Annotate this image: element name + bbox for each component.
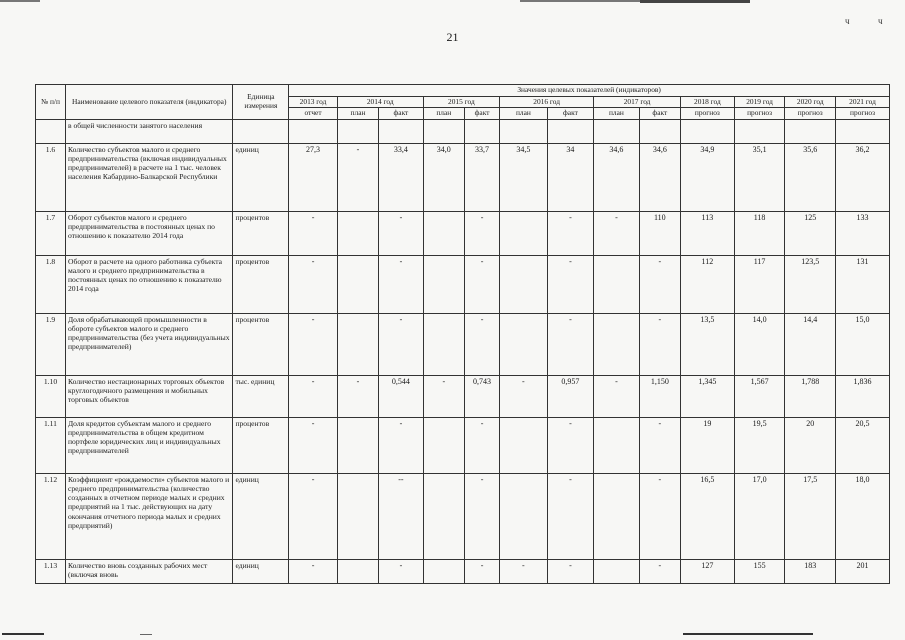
value-cell <box>500 119 548 143</box>
value-cell <box>423 313 464 375</box>
scan-edge-mark <box>2 633 44 635</box>
value-cell: - <box>379 417 423 473</box>
value-cell: 201 <box>836 559 890 583</box>
value-cell: 183 <box>785 559 836 583</box>
page-number: 21 <box>446 30 459 44</box>
value-cell: - <box>464 473 499 559</box>
value-cell: - <box>594 211 639 255</box>
scan-edge-mark <box>0 0 40 2</box>
value-cell: 118 <box>734 211 785 255</box>
indicator-name: Количество нестационарных торговых объектов круглогодичного размещения и мобильных торговых объектов <box>65 375 232 417</box>
value-cell: - <box>379 313 423 375</box>
value-cell: 14,4 <box>785 313 836 375</box>
value-cell <box>785 119 836 143</box>
header-year: 2018 год <box>681 96 735 108</box>
value-cell <box>681 119 735 143</box>
value-cell: 34,9 <box>681 143 735 211</box>
value-cell: 0,957 <box>547 375 594 417</box>
value-cell: - <box>639 255 680 313</box>
corner-mark: ч <box>878 16 883 26</box>
value-cell: - <box>423 375 464 417</box>
header-name: Наименование целевого показателя (индикатора) <box>65 85 232 120</box>
value-cell <box>639 119 680 143</box>
value-cell: 1,836 <box>836 375 890 417</box>
indicator-name: Оборот субъектов малого и среднего предпринимательства в постоянных ценах по отношению к показателю 2014 года <box>65 211 232 255</box>
value-cell <box>836 119 890 143</box>
value-cell: 17,0 <box>734 473 785 559</box>
value-cell: 1,567 <box>734 375 785 417</box>
value-cell: 125 <box>785 211 836 255</box>
value-cell: 117 <box>734 255 785 313</box>
table-row <box>36 313 890 375</box>
value-cell <box>423 255 464 313</box>
header-sub: факт <box>379 108 423 120</box>
table-row <box>36 143 890 211</box>
header-values: Значения целевых показателей (индикаторов) <box>289 85 890 97</box>
value-cell: - <box>639 313 680 375</box>
indicator-name: Оборот в расчете на одного работника субъекта малого и среднего предпринимательства в постоянных ценах по отношению к показателю 2014 года <box>65 255 232 313</box>
value-cell: 17,5 <box>785 473 836 559</box>
value-cell: - <box>289 559 338 583</box>
value-cell <box>547 119 594 143</box>
value-cell <box>464 119 499 143</box>
value-cell: 35,6 <box>785 143 836 211</box>
table-row <box>36 211 890 255</box>
indicator-name: Доля обрабатывающей промышленности в обороте субъектов малого и среднего предпринимательства (без учета индивидуальных предпринимателей) <box>65 313 232 375</box>
scan-edge-mark <box>683 633 813 635</box>
indicator-name: в общей численности занятого населения <box>65 119 232 143</box>
value-cell: 15,0 <box>836 313 890 375</box>
value-cell <box>594 559 639 583</box>
value-cell: 0,544 <box>379 375 423 417</box>
value-cell <box>423 559 464 583</box>
value-cell <box>423 119 464 143</box>
row-number: 1.12 <box>36 473 66 559</box>
value-cell: - <box>547 313 594 375</box>
value-cell: - <box>639 417 680 473</box>
value-cell: - <box>464 559 499 583</box>
value-cell <box>337 119 378 143</box>
indicator-name: Количество вновь созданных рабочих мест (включая вновь <box>65 559 232 583</box>
value-cell: - <box>289 375 338 417</box>
value-cell: 18,0 <box>836 473 890 559</box>
value-cell: - <box>547 211 594 255</box>
unit-cell: процентов <box>233 211 289 255</box>
value-cell <box>337 255 378 313</box>
value-cell: 123,5 <box>785 255 836 313</box>
row-number: 1.10 <box>36 375 66 417</box>
value-cell <box>379 119 423 143</box>
value-cell: - <box>337 143 378 211</box>
value-cell: - <box>594 375 639 417</box>
unit-cell: процентов <box>233 255 289 313</box>
value-cell: - <box>500 375 548 417</box>
value-cell: - <box>289 473 338 559</box>
indicator-name: Доля кредитов субъектам малого и среднего предпринимательства в общем кредитном портфеле юридических лиц и индивидуальных предпринимателей <box>65 417 232 473</box>
value-cell: - <box>379 255 423 313</box>
value-cell <box>337 559 378 583</box>
header-year: 2016 год <box>500 96 594 108</box>
value-cell: 35,1 <box>734 143 785 211</box>
value-cell: 33,7 <box>464 143 499 211</box>
indicator-name: Коэффициент «рождаемости» субъектов малого и среднего предпринимательства (количество созданных в отчетном периоде малых и средних предприятий на 1 тыс. действующих на дату окончания отчетного периода малых и средних предприятий) <box>65 473 232 559</box>
header-sub: прогноз <box>681 108 735 120</box>
value-cell: - <box>464 417 499 473</box>
value-cell: 34,6 <box>594 143 639 211</box>
header-year: 2020 год <box>785 96 836 108</box>
header-year: 2014 год <box>337 96 423 108</box>
value-cell: 112 <box>681 255 735 313</box>
value-cell: -- <box>379 473 423 559</box>
value-cell: 110 <box>639 211 680 255</box>
value-cell <box>500 473 548 559</box>
value-cell: 34 <box>547 143 594 211</box>
header-year: 2019 год <box>734 96 785 108</box>
header-sub: прогноз <box>836 108 890 120</box>
header-sub: факт <box>547 108 594 120</box>
value-cell: 155 <box>734 559 785 583</box>
value-cell: 36,2 <box>836 143 890 211</box>
table-row <box>36 559 890 583</box>
unit-cell <box>233 119 289 143</box>
value-cell: - <box>500 559 548 583</box>
value-cell: - <box>547 255 594 313</box>
value-cell <box>594 473 639 559</box>
value-cell: 34,0 <box>423 143 464 211</box>
header-sub: план <box>337 108 378 120</box>
unit-cell: единиц <box>233 473 289 559</box>
value-cell: - <box>547 559 594 583</box>
header-sub: факт <box>464 108 499 120</box>
header-year: 2017 год <box>594 96 681 108</box>
value-cell: - <box>289 211 338 255</box>
value-cell: 1,788 <box>785 375 836 417</box>
value-cell <box>423 417 464 473</box>
scan-edge-mark <box>140 634 152 635</box>
header-unit: Единица измерения <box>233 85 289 120</box>
table-row <box>36 119 890 143</box>
value-cell: 34,6 <box>639 143 680 211</box>
value-cell: - <box>547 417 594 473</box>
value-cell: 19 <box>681 417 735 473</box>
header-sub: факт <box>639 108 680 120</box>
value-cell <box>423 473 464 559</box>
table-row <box>36 375 890 417</box>
value-cell: - <box>337 375 378 417</box>
value-cell: 16,5 <box>681 473 735 559</box>
value-cell <box>594 255 639 313</box>
row-number: 1.6 <box>36 143 66 211</box>
indicator-name: Количество субъектов малого и среднего предпринимательства (включая индивидуальных предпринимателей) в расчете на 1 тыс. человек населения Кабардино-Балкарской Республики <box>65 143 232 211</box>
table-row <box>36 473 890 559</box>
value-cell: - <box>639 559 680 583</box>
row-number: 1.11 <box>36 417 66 473</box>
header-year: 2015 год <box>423 96 499 108</box>
value-cell <box>500 211 548 255</box>
row-number: 1.7 <box>36 211 66 255</box>
value-cell: - <box>289 417 338 473</box>
value-cell: - <box>289 255 338 313</box>
unit-cell: тыс. единиц <box>233 375 289 417</box>
header-year: 2013 год <box>289 96 338 108</box>
value-cell: 133 <box>836 211 890 255</box>
unit-cell: единиц <box>233 143 289 211</box>
header-sub: прогноз <box>734 108 785 120</box>
value-cell <box>500 255 548 313</box>
header-no: № п/п <box>36 85 66 120</box>
value-cell: 127 <box>681 559 735 583</box>
value-cell <box>337 417 378 473</box>
row-number <box>36 119 66 143</box>
value-cell: - <box>464 211 499 255</box>
value-cell: 113 <box>681 211 735 255</box>
header-sub: план <box>423 108 464 120</box>
value-cell <box>500 313 548 375</box>
value-cell: 27,3 <box>289 143 338 211</box>
value-cell: 33,4 <box>379 143 423 211</box>
unit-cell: процентов <box>233 417 289 473</box>
value-cell <box>337 473 378 559</box>
row-number: 1.13 <box>36 559 66 583</box>
indicators-table <box>35 84 890 584</box>
value-cell: 0,743 <box>464 375 499 417</box>
table-row <box>36 417 890 473</box>
value-cell <box>337 211 378 255</box>
scan-edge-mark <box>640 0 750 3</box>
value-cell: 131 <box>836 255 890 313</box>
table-row <box>36 255 890 313</box>
value-cell: 20,5 <box>836 417 890 473</box>
value-cell: - <box>464 255 499 313</box>
value-cell: 34,5 <box>500 143 548 211</box>
unit-cell: процентов <box>233 313 289 375</box>
value-cell <box>594 417 639 473</box>
value-cell: - <box>639 473 680 559</box>
value-cell: - <box>379 211 423 255</box>
value-cell: - <box>464 313 499 375</box>
value-cell: 20 <box>785 417 836 473</box>
value-cell: - <box>289 313 338 375</box>
value-cell: 13,5 <box>681 313 735 375</box>
value-cell: 1,345 <box>681 375 735 417</box>
value-cell <box>594 119 639 143</box>
value-cell: - <box>379 559 423 583</box>
value-cell: 1,150 <box>639 375 680 417</box>
value-cell <box>423 211 464 255</box>
unit-cell: единиц <box>233 559 289 583</box>
value-cell: 14,0 <box>734 313 785 375</box>
row-number: 1.9 <box>36 313 66 375</box>
header-year: 2021 год <box>836 96 890 108</box>
value-cell <box>594 313 639 375</box>
value-cell <box>289 119 338 143</box>
value-cell: - <box>547 473 594 559</box>
header-sub: прогноз <box>785 108 836 120</box>
corner-mark: ч <box>845 16 850 26</box>
value-cell <box>734 119 785 143</box>
value-cell <box>500 417 548 473</box>
value-cell: 19,5 <box>734 417 785 473</box>
header-sub: план <box>500 108 548 120</box>
header-sub: отчет <box>289 108 338 120</box>
value-cell <box>337 313 378 375</box>
row-number: 1.8 <box>36 255 66 313</box>
header-sub: план <box>594 108 639 120</box>
